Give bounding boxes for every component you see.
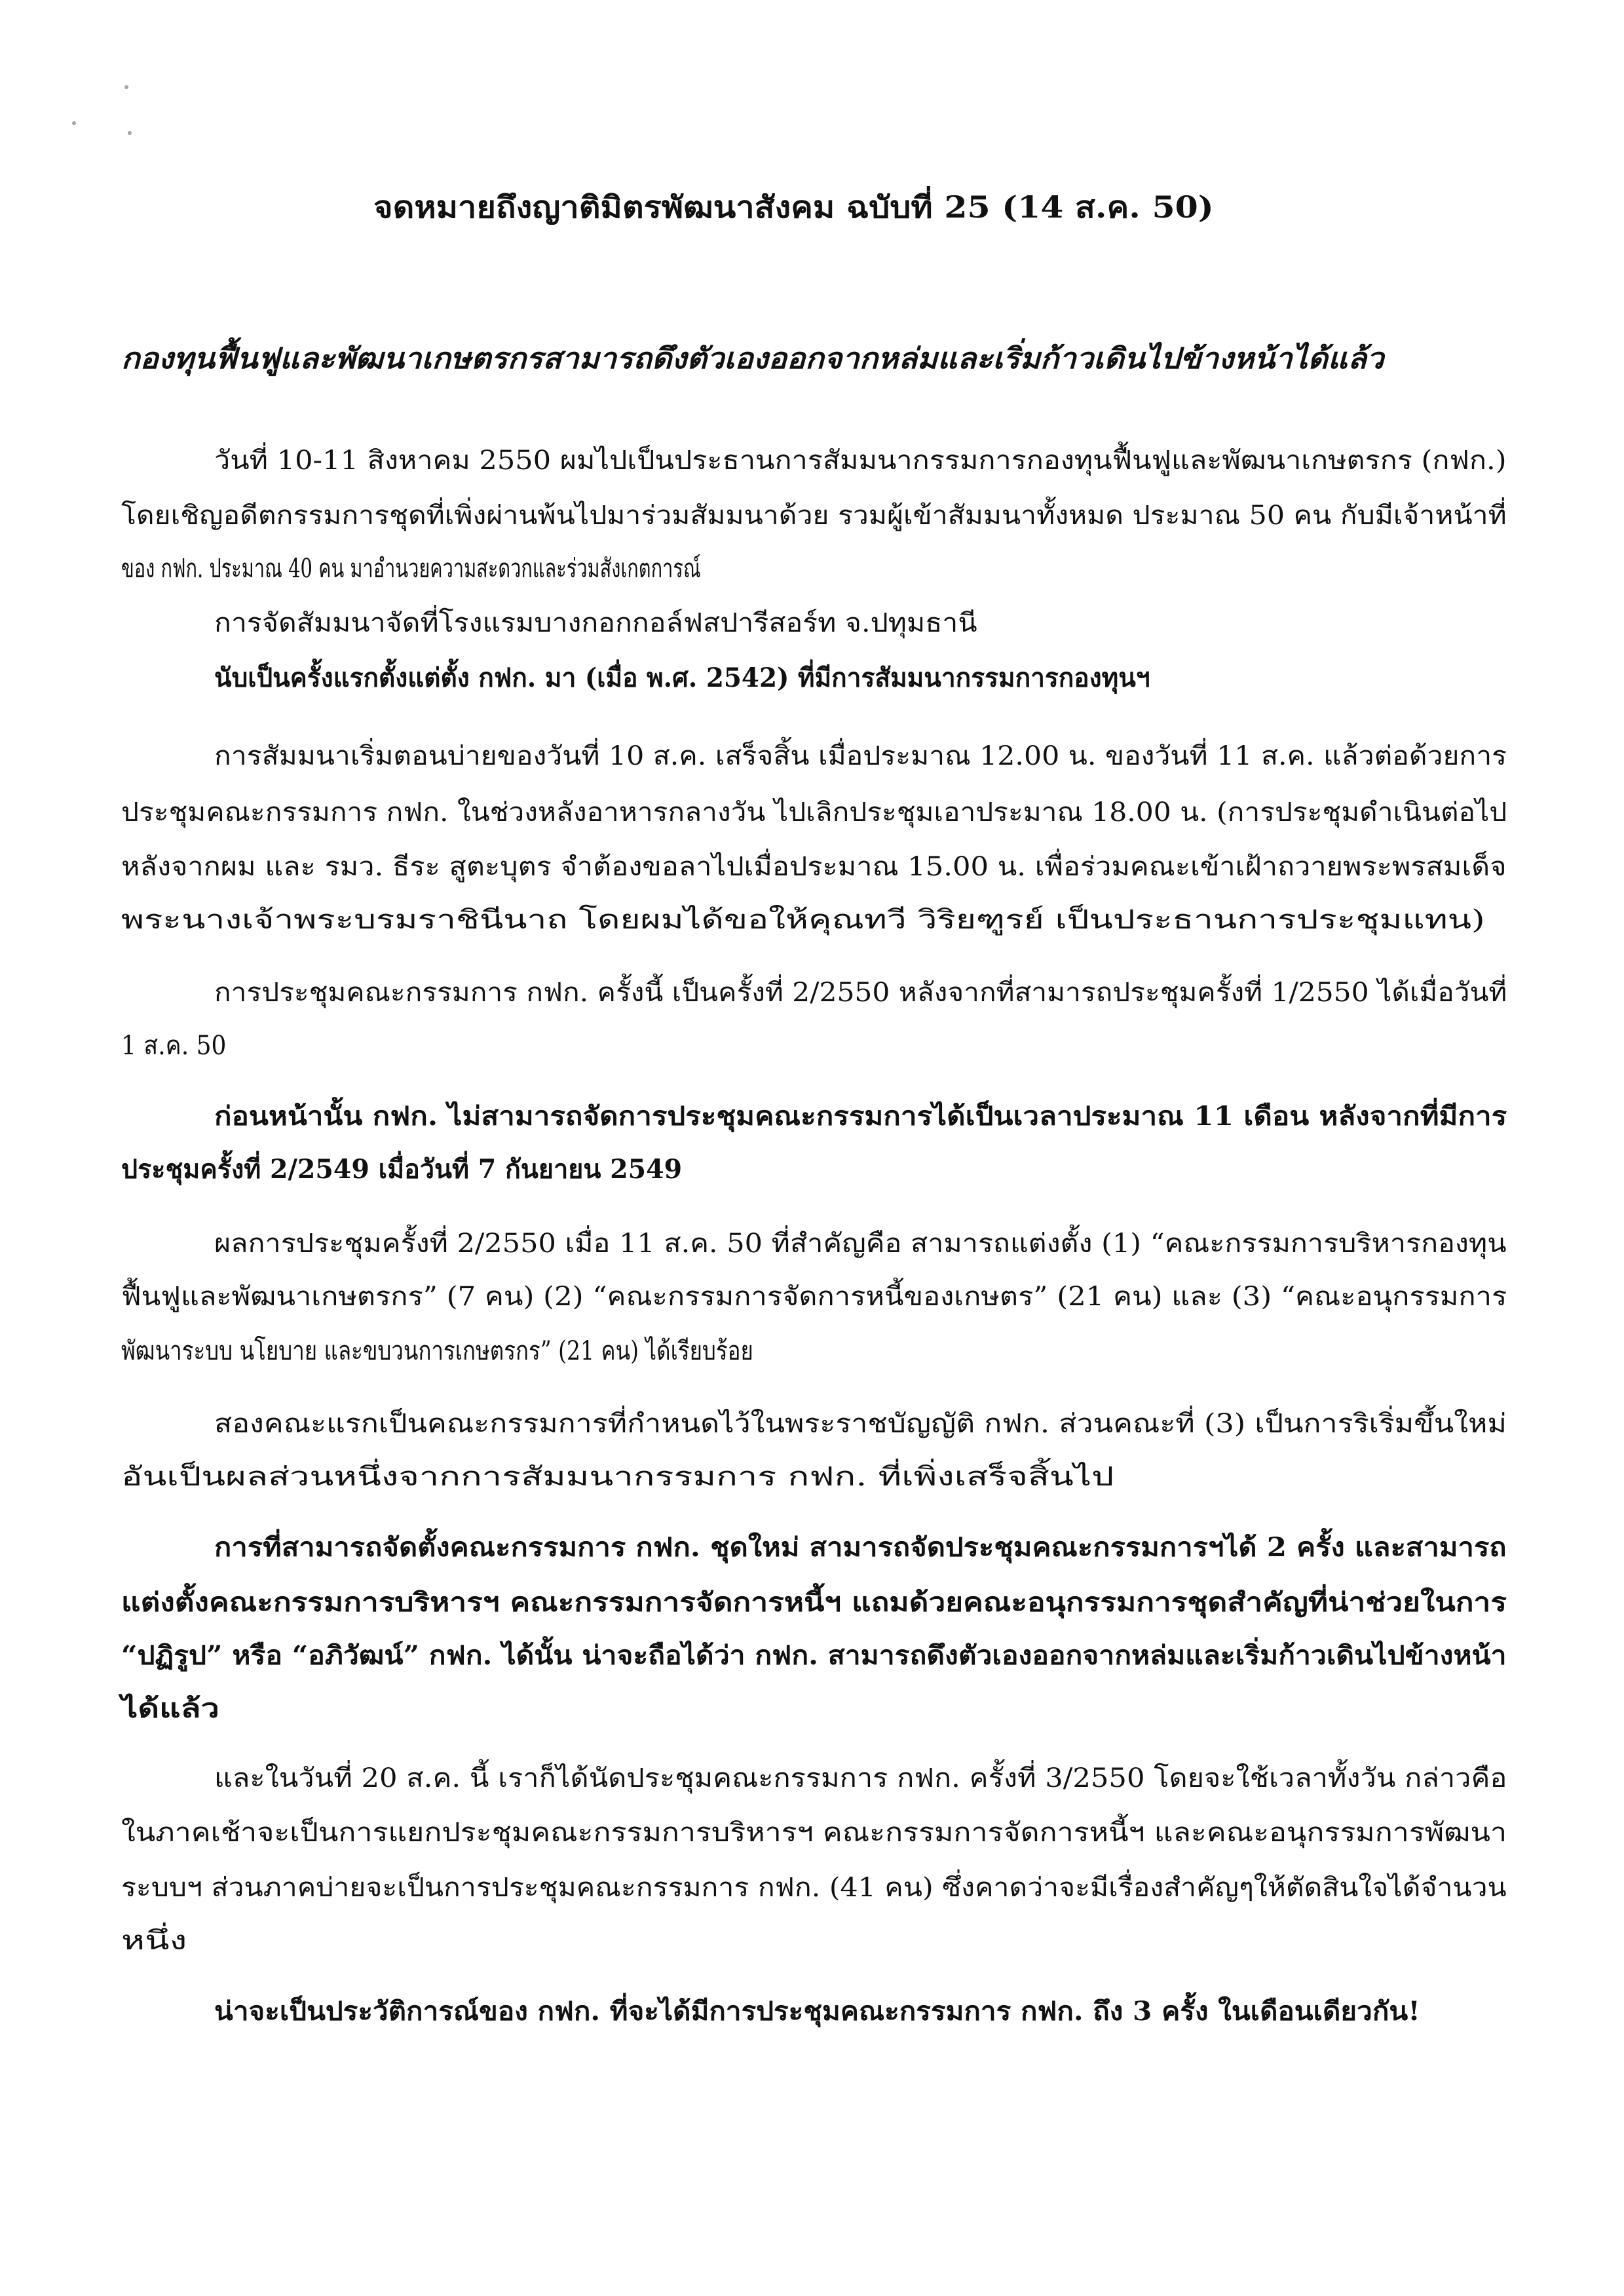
- body-line: หนึ่ง: [121, 1926, 187, 1956]
- document-title: จดหมายถึงญาติมิตรพัฒนาสังคม ฉบับที่ 25 (14 ส.ค. 50): [373, 189, 1214, 225]
- body-line: ในภาคเช้าจะเป็นการแยกประชุมคณะกรรมการบริหารฯ คณะกรรมการจัดการหนี้ฯ และคณะอนุกรรมการพัฒนา: [121, 1818, 1507, 1848]
- scan-speck: [128, 131, 132, 135]
- body-line: ของ กฟก. ประมาณ 40 คน มาอำนวยความสะดวกและร่วมสังเกตการณ์: [121, 554, 701, 584]
- body-line: การสัมมนาเริ่มตอนบ่ายของวันที่ 10 ส.ค. เสร็จสิ้น เมื่อประมาณ 12.00 น. ของวันที่ 11 ส.ค. แล้วต่อด้วยการ: [214, 741, 1507, 771]
- body-line: การประชุมคณะกรรมการ กฟก. ครั้งนี้ เป็นครั้งที่ 2/2550 หลังจากที่สามารถประชุมครั้งที่ 1/2550 ได้เมื่อวันที่: [214, 978, 1507, 1008]
- body-line-bold: “ปฏิรูป” หรือ “อภิวัฒน์” กฟก. ได้นั้น น่าจะถือได้ว่า กฟก. สามารถดึงตัวเองออกจากหล่มและเริ่มก้าวเดินไปข้างหน้า: [121, 1640, 1507, 1671]
- body-line-bold: นับเป็นครั้งแรกตั้งแต่ตั้ง กฟก. มา (เมื่อ พ.ศ. 2542) ที่มีการสัมมนากรรมการกองทุนฯ: [214, 662, 1150, 693]
- body-line: การจัดสัมมนาจัดที่โรงแรมบางกอกกอล์ฟสปารีสอร์ท จ.ปทุมธานี: [214, 608, 977, 638]
- body-line: อันเป็นผลส่วนหนึ่งจากการสัมมนากรรมการ กฟก. ที่เพิ่งเสร็จสิ้นไป: [121, 1462, 1114, 1492]
- body-line: ฟื้นฟูและพัฒนาเกษตรกร” (7 คน) (2) “คณะกรรมการจัดการหนี้ของเกษตร” (21 คน) และ (3) “คณะอนุกรรมการ: [121, 1282, 1507, 1312]
- body-line: พระนางเจ้าพระบรมราชินีนาถ โดยผมได้ขอให้คุณทวี วิริยฑูรย์ เป็นประธานการประชุมแทน): [121, 905, 1485, 935]
- scan-speck: [124, 85, 128, 89]
- body-line: หลังจากผม และ รมว. ธีระ สูตะบุตร จำต้องขอลาไปเมื่อประมาณ 15.00 น. เพื่อร่วมคณะเข้าเฝ้าถวายพระพรสมเด็จ: [121, 852, 1507, 882]
- article-heading: กองทุนฟื้นฟูและพัฒนาเกษตรกรสามารถดึงตัวเองออกจากหล่มและเริ่มก้าวเดินไปข้างหน้าได้แล้ว: [121, 342, 1384, 375]
- body-line: 1 ส.ค. 50: [121, 1031, 227, 1061]
- scan-speck: [72, 121, 76, 125]
- body-line: ผลการประชุมครั้งที่ 2/2550 เมื่อ 11 ส.ค. 50 ที่สำคัญคือ สามารถแต่งตั้ง (1) “คณะกรรมการบริหารกองทุน: [214, 1229, 1507, 1259]
- body-line-bold: น่าจะเป็นประวัติการณ์ของ กฟก. ที่จะได้มีการประชุมคณะกรรมการ กฟก. ถึง 3 ครั้ง ในเดือนเดียวกัน!: [214, 1996, 1420, 2027]
- body-line-bold: แต่งตั้งคณะกรรมการบริหารฯ คณะกรรมการจัดการหนี้ฯ แถมด้วยคณะอนุกรรมการชุดสำคัญที่น่าช่วยในการ: [121, 1587, 1507, 1618]
- body-line-bold: ก่อนหน้านั้น กฟก. ไม่สามารถจัดการประชุมคณะกรรมการได้เป็นเวลาประมาณ 11 เดือน หลังจากที่มีการ: [214, 1101, 1507, 1132]
- body-line: โดยเชิญอดีตกรรมการชุดที่เพิ่งผ่านพ้นไปมาร่วมสัมมนาด้วย รวมผู้เข้าสัมมนาทั้งหมด ประมาณ 50 คน กับมีเจ้าหน้าที่: [121, 501, 1507, 531]
- body-line-bold: การที่สามารถจัดตั้งคณะกรรมการ กฟก. ชุดใหม่ สามารถจัดประชุมคณะกรรมการฯได้ 2 ครั้ง และสามารถ: [214, 1532, 1507, 1563]
- body-line: ระบบฯ ส่วนภาคบ่ายจะเป็นการประชุมคณะกรรมการ กฟก. (41 คน) ซึ่งคาดว่าจะมีเรื่องสำคัญๆให้ตัดสินใจได้จำนวน: [121, 1873, 1507, 1903]
- body-line: วันที่ 10-11 สิงหาคม 2550 ผมไปเป็นประธานการสัมมนากรรมการกองทุนฟื้นฟูและพัฒนาเกษตรกร (กฟก.): [214, 446, 1507, 476]
- body-line-bold: ประชุมครั้งที่ 2/2549 เมื่อวันที่ 7 กันยายน 2549: [121, 1154, 683, 1185]
- body-line: และในวันที่ 20 ส.ค. นี้ เราก็ได้นัดประชุมคณะกรรมการ กฟก. ครั้งที่ 3/2550 โดยจะใช้เวลาทั้งวัน กล่าวคือ: [214, 1763, 1507, 1793]
- body-line: พัฒนาระบบ นโยบาย และขบวนการเกษตรกร” (21 คน) ได้เรียบร้อย: [121, 1336, 753, 1366]
- body-line: ประชุมคณะกรรมการ กฟก. ในช่วงหลังอาหารกลางวัน ไปเลิกประชุมเอาประมาณ 18.00 น. (การประชุมดำเนินต่อไป: [121, 797, 1507, 828]
- body-line: สองคณะแรกเป็นคณะกรรมการที่กำหนดไว้ในพระราชบัญญัติ กฟก. ส่วนคณะที่ (3) เป็นการริเริ่มขึ้นใหม่: [214, 1409, 1507, 1439]
- body-line-bold: ได้แล้ว: [121, 1693, 219, 1724]
